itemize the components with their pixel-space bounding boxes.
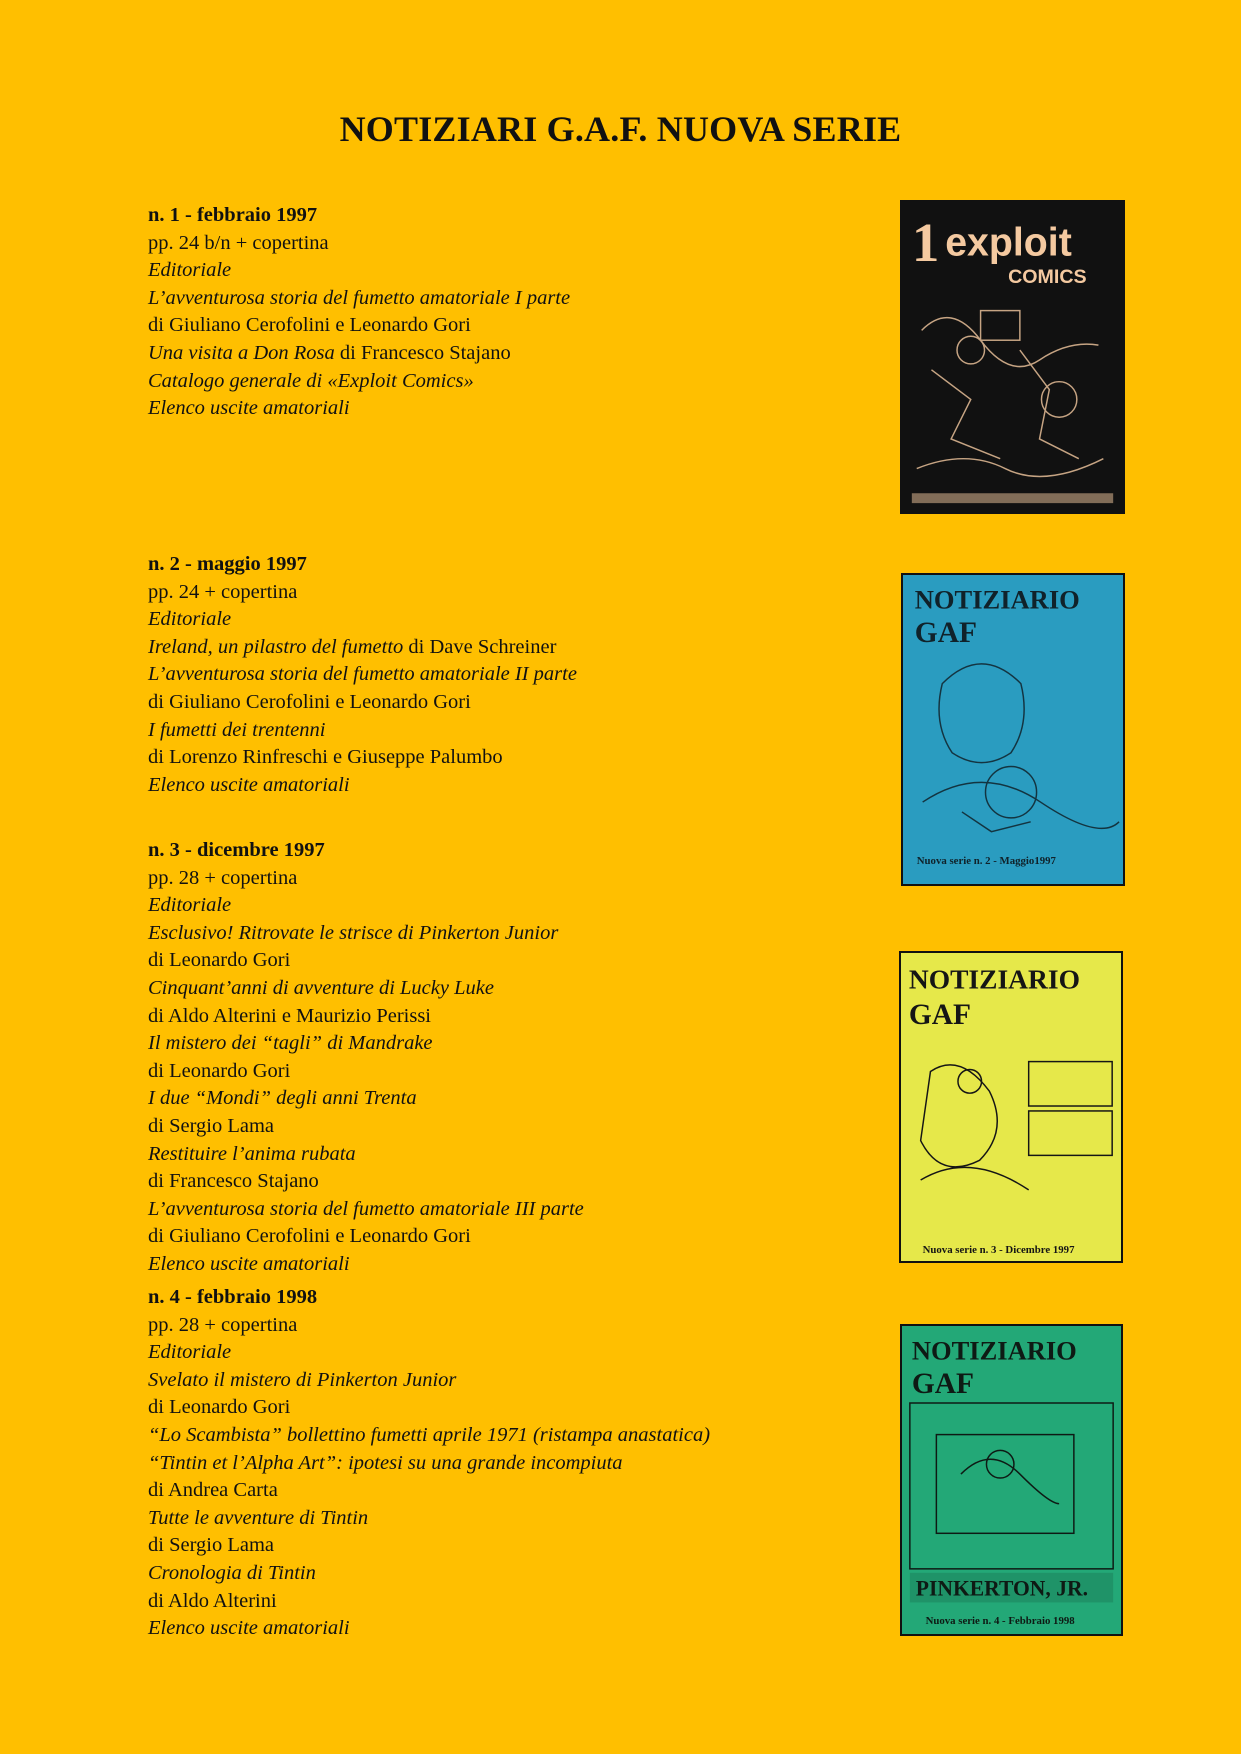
article-title: I fumetti dei trentenni bbox=[148, 718, 326, 741]
content-line bbox=[148, 661, 808, 689]
article-title: Elenco uscite amatoriali bbox=[148, 397, 350, 420]
cover-subtitle: COMICS bbox=[1008, 265, 1087, 288]
content-line bbox=[148, 606, 808, 634]
article-title: Catalogo generale di «Exploit Comics» bbox=[148, 369, 474, 392]
article-title: Il mistero dei “tagli” di Mandrake bbox=[148, 1032, 433, 1055]
article-title: I due “Mondi” degli anni Trenta bbox=[148, 1087, 417, 1110]
issue-contents bbox=[148, 257, 808, 423]
cover-masthead-gaf: GAF bbox=[914, 617, 977, 650]
content-line bbox=[148, 689, 808, 717]
content-line bbox=[148, 1141, 808, 1169]
issue-pages: pp. 24 b/n + copertina bbox=[148, 231, 329, 254]
content-line bbox=[148, 892, 808, 920]
article-credit: di Leonardo Gori bbox=[148, 1396, 291, 1419]
cover-number: 1 bbox=[911, 212, 940, 274]
issue-contents bbox=[148, 1339, 808, 1643]
content-line bbox=[148, 744, 808, 772]
issue-pages: pp. 28 + copertina bbox=[148, 1313, 298, 1336]
article-credit: di Aldo Alterini e Maurizio Perissi bbox=[148, 1004, 431, 1027]
issue-header: n. 4 - febbraio 1998 bbox=[148, 1286, 318, 1308]
content-line bbox=[148, 1394, 808, 1422]
content-line bbox=[148, 1196, 808, 1224]
content-line bbox=[148, 1588, 808, 1616]
issue-header: n. 2 - maggio 1997 bbox=[148, 553, 307, 575]
article-title: “Lo Scambista” bollettino fumetti aprile 1971 (ristampa anastatica) bbox=[148, 1423, 711, 1446]
content-line bbox=[148, 1450, 808, 1478]
content-line bbox=[148, 1113, 808, 1141]
article-title: Svelato il mistero di Pinkerton Junior bbox=[148, 1368, 457, 1391]
article-author: di Dave Schreiner bbox=[403, 635, 557, 658]
content-line bbox=[148, 1251, 808, 1279]
content-line bbox=[148, 920, 808, 948]
issue-entry-2 bbox=[148, 551, 808, 799]
article-title: Cronologia di Tintin bbox=[148, 1561, 316, 1584]
article-credit: di Leonardo Gori bbox=[148, 949, 291, 972]
article-title: L’avventurosa storia del fumetto amatoriale III parte bbox=[148, 1197, 584, 1220]
content-line bbox=[148, 1223, 808, 1251]
article-title: Una visita a Don Rosa bbox=[148, 341, 335, 364]
article-title: Tutte le avventure di Tintin bbox=[148, 1506, 369, 1529]
issue-pages: pp. 24 + copertina bbox=[148, 580, 298, 603]
issue-contents bbox=[148, 606, 808, 799]
content-line bbox=[148, 1560, 808, 1588]
cover-masthead-gaf: GAF bbox=[908, 999, 972, 1032]
page-title: NOTIZIARI G.A.F. NUOVA SERIE bbox=[339, 109, 902, 149]
content-line bbox=[148, 1477, 808, 1505]
article-title: Cinquant’anni di avventure di Lucky Luke bbox=[148, 976, 494, 999]
article-credit: di Francesco Stajano bbox=[148, 1170, 319, 1193]
cover-footer: Nuova serie n. 2 - Maggio1997 bbox=[916, 855, 1056, 868]
cover-footer: Nuova serie n. 4 - Febbraio 1998 bbox=[925, 1615, 1075, 1628]
issue-2-cover bbox=[901, 573, 1125, 886]
cover-masthead: NOTIZIARIO bbox=[908, 963, 1080, 995]
issue-pages: pp. 28 + copertina bbox=[148, 866, 298, 889]
article-title: L’avventurosa storia del fumetto amatoriale I parte bbox=[148, 286, 571, 309]
content-line bbox=[148, 368, 808, 396]
exploit-comics-cover-image bbox=[902, 202, 1123, 512]
article-title: Editoriale bbox=[148, 1341, 232, 1364]
article-title: Ireland, un pilastro del fumetto bbox=[148, 635, 404, 658]
issue-header: n. 1 - febbraio 1997 bbox=[148, 204, 318, 226]
content-line bbox=[148, 257, 808, 285]
article-credit: di Lorenzo Rinfreschi e Giuseppe Palumbo bbox=[148, 746, 503, 769]
content-line bbox=[148, 1085, 808, 1113]
content-line bbox=[148, 1532, 808, 1560]
issue-3-cover bbox=[899, 951, 1123, 1263]
content-line bbox=[148, 395, 808, 423]
article-title: “Tintin et l’Alpha Art”: ipotesi su una grande incompiuta bbox=[148, 1451, 623, 1474]
content-line bbox=[148, 717, 808, 745]
article-credit: di Leonardo Gori bbox=[148, 1059, 291, 1082]
content-line bbox=[148, 975, 808, 1003]
cover-masthead-gaf: GAF bbox=[911, 1368, 974, 1401]
content-line bbox=[148, 1058, 808, 1086]
cover-masthead: NOTIZIARIO bbox=[914, 584, 1080, 615]
content-line bbox=[148, 772, 808, 800]
content-line bbox=[148, 947, 808, 975]
cover-banner: PINKERTON, JR. bbox=[915, 1576, 1089, 1601]
issue-entry-3 bbox=[148, 837, 808, 1279]
notiziario-cover-image bbox=[901, 953, 1121, 1261]
article-title: Esclusivo! Ritrovate le strisce di Pinkerton Junior bbox=[148, 921, 559, 944]
content-line bbox=[148, 634, 808, 662]
article-credit: di Aldo Alterini bbox=[148, 1589, 277, 1612]
article-title: Restituire l’anima rubata bbox=[148, 1142, 356, 1165]
content-line bbox=[148, 1030, 808, 1058]
article-title: L’avventurosa storia del fumetto amatoriale II parte bbox=[148, 663, 577, 686]
notiziario-cover-image bbox=[902, 1326, 1121, 1634]
article-credit: di Sergio Lama bbox=[148, 1534, 275, 1557]
cover-footer: Nuova serie n. 3 - Dicembre 1997 bbox=[922, 1244, 1075, 1257]
article-title: Elenco uscite amatoriali bbox=[148, 1617, 350, 1640]
content-line bbox=[148, 312, 808, 340]
content-line bbox=[148, 340, 808, 368]
cover-masthead: NOTIZIARIO bbox=[911, 1335, 1077, 1366]
article-title: Elenco uscite amatoriali bbox=[148, 1252, 350, 1275]
article-title: Editoriale bbox=[148, 259, 232, 282]
content-line bbox=[148, 1615, 808, 1643]
article-title: Editoriale bbox=[148, 608, 232, 631]
article-credit: di Giuliano Cerofolini e Leonardo Gori bbox=[148, 690, 471, 713]
article-credit: di Sergio Lama bbox=[148, 1114, 275, 1137]
article-author: di Francesco Stajano bbox=[334, 341, 511, 364]
content-line bbox=[148, 1339, 808, 1367]
issue-entry-1 bbox=[148, 202, 808, 423]
content-line bbox=[148, 1003, 808, 1031]
issue-header: n. 3 - dicembre 1997 bbox=[148, 839, 325, 861]
issue-contents bbox=[148, 892, 808, 1278]
article-credit: di Giuliano Cerofolini e Leonardo Gori bbox=[148, 1225, 471, 1248]
issue-entry-4 bbox=[148, 1284, 808, 1643]
article-title: Editoriale bbox=[148, 894, 232, 917]
issue-4-cover bbox=[900, 1324, 1123, 1636]
content-line bbox=[148, 1168, 808, 1196]
content-line bbox=[148, 1422, 808, 1450]
article-credit: di Andrea Carta bbox=[148, 1479, 278, 1502]
content-line bbox=[148, 285, 808, 313]
content-line bbox=[148, 1367, 808, 1395]
issue-1-cover bbox=[900, 200, 1125, 514]
article-title: Elenco uscite amatoriali bbox=[148, 773, 350, 796]
content-line bbox=[148, 1505, 808, 1533]
article-credit: di Giuliano Cerofolini e Leonardo Gori bbox=[148, 314, 471, 337]
cover-title: exploit bbox=[945, 220, 1072, 265]
notiziario-cover-image bbox=[903, 575, 1123, 884]
